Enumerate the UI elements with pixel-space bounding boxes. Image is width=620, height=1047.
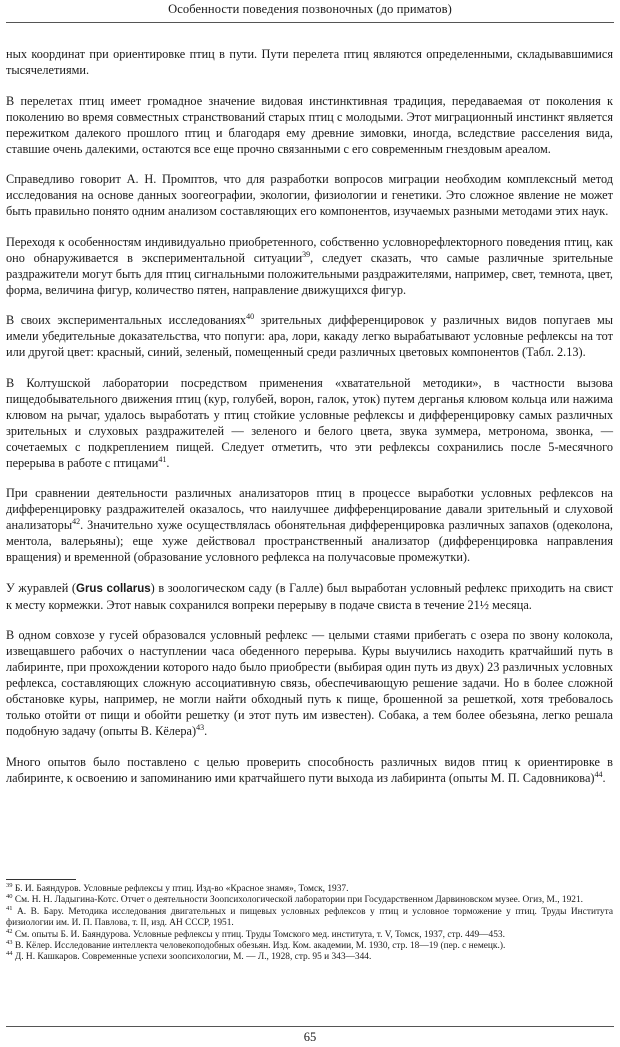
footnote-40: $^{40}$ См. Н. Н. Ладыгина-Котс. Отчет о деятельности Зоопсихологической лаборатории при Государственном Дарвиновском музее. Огиз, М., 1921. xyxy=(6,893,583,906)
paragraph-9: В одном совхозе у гусей образовался условный рефлекс — целыми стаями прибегать с озера по звону колокола, извещавшего рабочих о наступлении часа обеденного перерыва. Куры выучились находить кратчайший путь в лабиринте, при прохождении которого надо было приобрести (выбирая один путь из двух) 23 различных условных рефлекса, составляющих сложную ассоциативную связь, обеспечивающую решение задачи. Но в более сложной обстановке куры, например, не могли найти обходный путь к пище, брошенной за решеткой, хотя требовалось только отойти от пищи и обойти решетку (и этот путь им известен). Собака, а тем более обезьяна, легко решала подобную задачу (опыты В. Кёлера)$^{43}$. xyxy=(6,628,613,738)
footnote-divider xyxy=(6,879,76,880)
footnotes xyxy=(6,884,613,964)
footnote-41: $^{41}$ А. В. Бару. Методика исследования двигательных и пищевых условных рефлексов у птиц и условное торможение у птиц. Труды Института физиологии им. И. П. Павлова, т. II, изд. АН СССР, 1951. xyxy=(6,904,613,929)
footnote-44: $^{44}$ Д. Н. Кашкаров. Современные успехи зоопсихологии, М. — Л., 1928, стр. 95 и 343—344. xyxy=(6,950,372,963)
paragraph-4: Переходя к особенностям индивидуально приобретенного, собственно условнорефлекторного поведения птиц, как оно обнаруживается в экспериментальной ситуации$^{39}$, следует сказать, что самые различные зрительные раздражители могут быть для птиц сигнальными положительными раздражителями, например, свет, темнота, цвет, форма, величина фигур, количество пятен, направление движущихся фигур. xyxy=(6,234,613,297)
paragraph-5: В своих экспериментальных исследованиях$^{40}$ зрительных дифференцировок у различных видов попугаев мы имели убедительные доказательства, что попуги: ара, лори, какаду легко вырабатывают условные рефлексы на тот или другой цвет: красный, синий, зеленый, помещенный среди различных цветовых компонентов (Табл. 2.13). xyxy=(6,312,614,359)
footnote-39: $^{39}$ Б. И. Баяндуров. Условные рефлексы у птиц. Изд-во «Красное знамя», Томск, 1937. xyxy=(6,882,349,894)
footnote-ref-43: 43 xyxy=(196,723,205,732)
footnote-42: $^{42}$ См. опыты Б. И. Баяндурова. Условные рефлексы у птиц. Труды Томского мед. института, т. V, Томск, 1937, стр. 449—453. xyxy=(6,927,505,940)
species-name: Grus collarus xyxy=(76,582,151,595)
footnote-ref-39: 39 xyxy=(302,249,311,259)
footnote-43: $^{43}$ В. Кёлер. Исследование интеллекта человекоподобных обезьян. Изд. Ком. академии, М. 1930, стр. 18—19 (пер. с немецк.). xyxy=(6,939,506,952)
page-number: 65 xyxy=(303,1030,317,1044)
footnote-ref-44: 44 xyxy=(594,769,603,779)
footnote-ref-42: 42 xyxy=(72,517,81,526)
paragraph-7: При сравнении деятельности различных анализаторов птиц в процессе выработки условных рефлексов на дифференцировку раздражителей оказалось, что наилучшее дифференцирование давали зрительный и слуховой анализаторы$^{42}$. Значительно хуже осуществлялась обонятельная дифференцировка различных запахов (одеколона, ментола, валерьяны); еще хуже действовал пространственный анализатор (дифференцировка направления вращения) и временной (образование условного рефлекса на получасовые промежутки). xyxy=(6,486,613,564)
footnote-ref-41: 41 xyxy=(158,454,167,464)
paragraph-3: Справедливо говорит А. Н. Промптов, что для разработки вопросов миграции необходим комплексный метод исследования на основе данных зоогеографии, экологии, физиологии и генетики. Это сложное явление не может быть правильно понято одним анализом составляющих его компонентов, изучаемых разными методами этих наук. xyxy=(6,172,613,218)
paragraph-8: У журавлей (Grus collarus) в зоологическом саду (в Галле) был выработан условный рефлекс приходить на свист к месту кормежки. Этот навык сохранился вопреки перерыву в подаче свиста в течение 21½ месяца. xyxy=(6,580,613,612)
paragraph-1: ных координат при ориентировке птиц в пути. Пути перелета птиц являются определенными, складывавшимися тысячелетиями. xyxy=(6,47,613,77)
paragraph-2: В перелетах птиц имеет громадное значение видовая инстинктивная традиция, передаваемая от поколения к поколению во время совместных странствований старых птиц с молодыми. Этот миграционный инстинкт является пережитком далекого прошлого птиц и благодаря ему древние зимовки, иногда, вследствие расселения вида, ставшие очень далекими, остаются все еще прочно связанными с его современным гнездовым ареалом. xyxy=(6,93,613,156)
paragraph-6: В Колтушской лаборатории посредством применения «хватательной методики», в частности вызова пищедобывательного движения птиц (кур, голубей, ворон, галок, уток) путем дерганья клювом кольца или нажима клювом на рычаг, удалось выработать у птиц стойкие условные рефлексы и дифференцировку самых различных зрительных и слуховых раздражителей — зеленого и белого цвета, звука зуммера, метронома, звонка, — сочетаемых с подкреплением пищей. Следует отметить, что эти рефлексы сохранились после 5-месячного перерыва в работе с птицами$^{41}$. xyxy=(6,375,613,470)
footnote-ref-40: 40 xyxy=(246,312,255,321)
running-head: Особенности поведения позвоночных (до приматов) xyxy=(6,0,614,23)
page-bottom-rule xyxy=(6,1026,614,1027)
body-text xyxy=(6,46,613,800)
paragraph-10: Много опытов было поставлено с целью проверить способность различных видов птиц к ориентировке в лабиринте, к освоению и запоминанию ими кратчайшего пути выхода из лабиринта (опыты М. П. Садовникова)$^{44}$. xyxy=(6,754,613,785)
